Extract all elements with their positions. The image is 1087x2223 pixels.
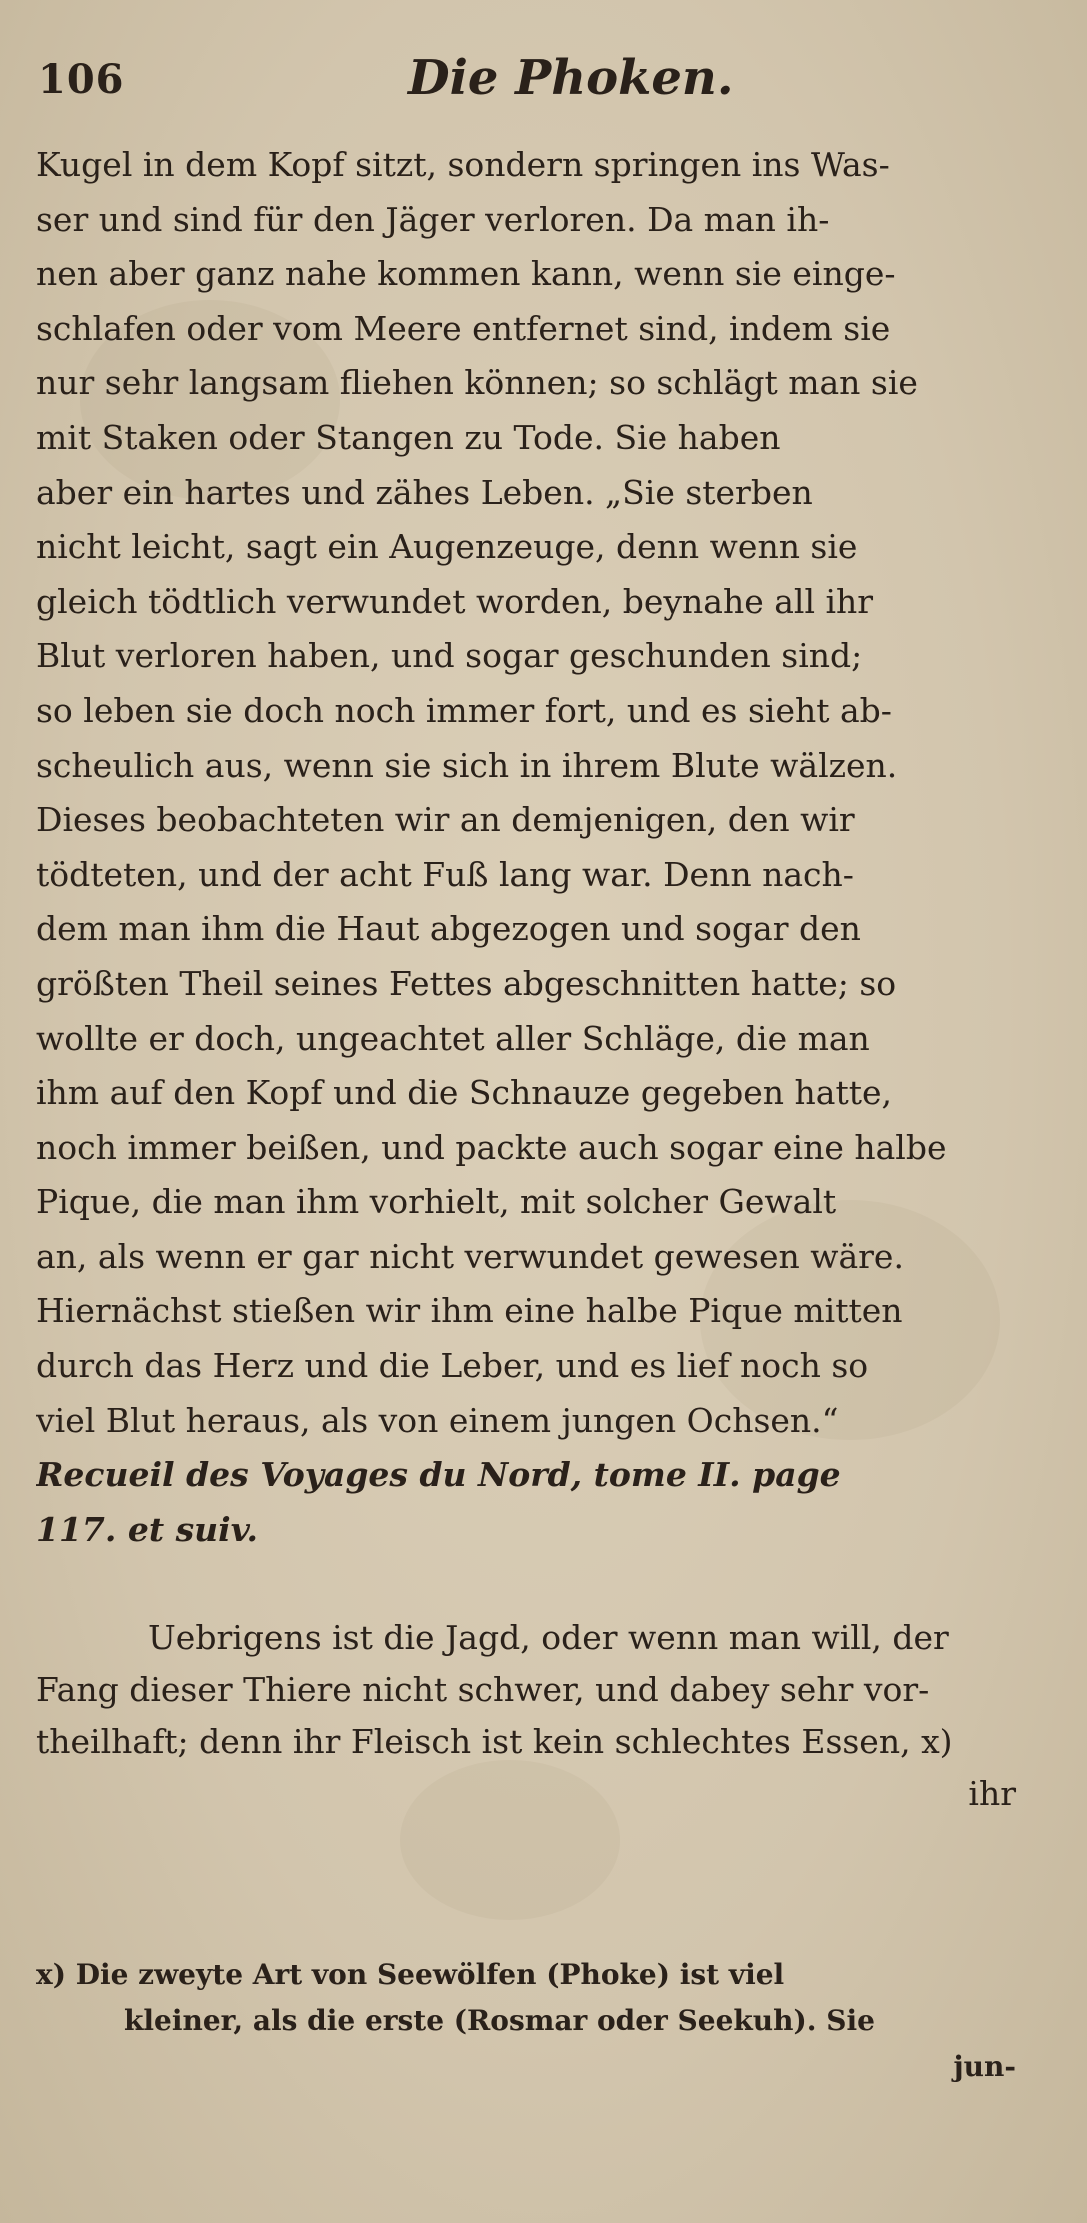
citation-line: 117. et suiv.: [36, 1509, 259, 1549]
text-line: scheulich aus, wenn sie sich in ihrem Blute wälzen.: [36, 745, 898, 785]
text-line: Uebrigens ist die Jagd, oder wenn man will, der: [148, 1618, 949, 1657]
text-line: tödteten, und der acht Fuß lang war. Denn nach-: [36, 854, 854, 894]
footnote-catchword: jun-: [953, 2050, 1016, 2083]
text-line: nur sehr langsam fliehen können; so schlägt man sie: [36, 363, 918, 403]
text-line: nicht leicht, sagt ein Augenzeuge, denn wenn sie: [36, 527, 858, 567]
main-paragraph: [36, 138, 1056, 1557]
text-line: Dieses beobachteten wir an demjenigen, den wir: [36, 800, 855, 840]
text-line: ser und sind für den Jäger verloren. Da man ih-: [36, 199, 830, 239]
text-line: noch immer beißen, und packte auch sogar eine halbe: [36, 1127, 947, 1167]
page-number: 106: [38, 56, 125, 103]
text-line: Blut verloren haben, und sogar geschunden sind;: [36, 636, 863, 676]
text-line: Kugel in dem Kopf sitzt, sondern springen ins Was-: [36, 145, 890, 184]
text-line: theilhaft; denn ihr Fleisch ist kein schlechtes Essen, x): [36, 1722, 953, 1761]
running-title: Die Phoken.: [408, 50, 734, 106]
text-line: ihm auf den Kopf und die Schnauze gegeben hatte,: [36, 1073, 893, 1113]
text-line: gleich tödtlich verwundet worden, beynahe all ihr: [36, 581, 874, 621]
citation-line: Recueil des Voyages du Nord, tome II. page: [36, 1455, 841, 1495]
footnote: [36, 1952, 1056, 2090]
catchword: ihr: [968, 1774, 1016, 1813]
footnote-line: kleiner, als die erste (Rosmar oder Seekuh). Sie: [124, 2004, 875, 2037]
text-line: so leben sie doch noch immer fort, und es sieht ab-: [36, 690, 892, 730]
page-header: [38, 48, 1047, 110]
footnote-line: x) Die zweyte Art von Seewölfen (Phoke) ist viel: [36, 1958, 785, 1991]
text-line: durch das Herz und die Leber, und es lief noch so: [36, 1346, 869, 1386]
text-line: viel Blut heraus, als von einem jungen Ochsen.“: [36, 1400, 839, 1440]
text-line: Hiernächst stießen wir ihm eine halbe Pique mitten: [36, 1291, 903, 1331]
text-line: aber ein hartes und zähes Leben. „Sie sterben: [36, 472, 813, 512]
text-line: nen aber ganz nahe kommen kann, wenn sie einge-: [36, 254, 896, 294]
text-line: wollte er doch, ungeachtet aller Schläge, die man: [36, 1018, 870, 1058]
text-line: mit Staken oder Stangen zu Tode. Sie haben: [36, 417, 781, 457]
text-line: an, als wenn er gar nicht verwundet gewesen wäre.: [36, 1236, 904, 1276]
second-paragraph: [36, 1612, 1056, 1820]
text-line: dem man ihm die Haut abgezogen und sogar den: [36, 909, 861, 949]
text-line: Pique, die man ihm vorhielt, mit solcher Gewalt: [36, 1182, 837, 1222]
text-line: Fang dieser Thiere nicht schwer, und dabey sehr vor-: [36, 1670, 930, 1709]
text-line: schlafen oder vom Meere entfernet sind, indem sie: [36, 308, 891, 348]
text-line: größten Theil seines Fettes abgeschnitten hatte; so: [36, 963, 897, 1003]
